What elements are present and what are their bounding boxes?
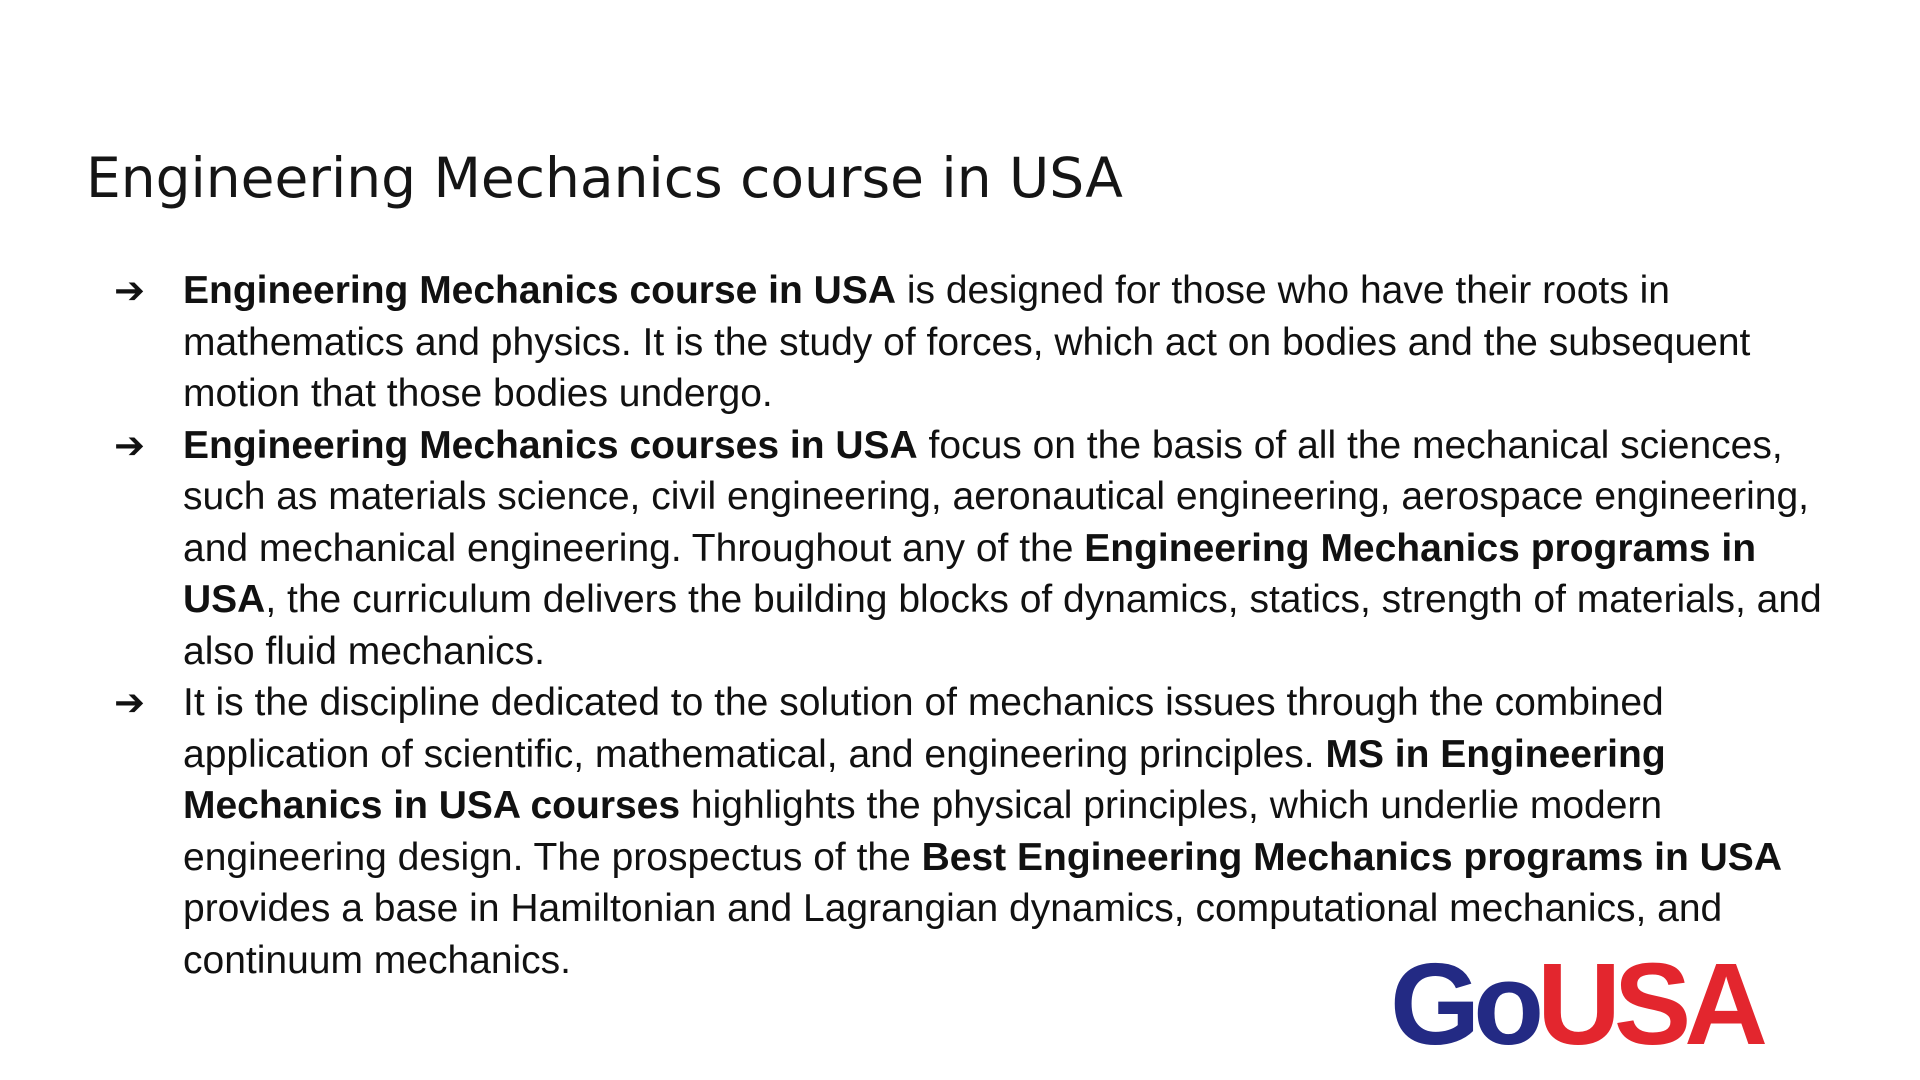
bullet-item	[0, 420, 1848, 678]
bullet-text	[183, 269, 1750, 415]
bold-phrase: Best Engineering Mechanics programs in USA	[921, 835, 1782, 879]
gousa-logo	[1390, 939, 1790, 1069]
arrow-right-icon: ➔	[114, 423, 146, 467]
bold-phrase: Engineering Mechanics courses in USA	[183, 423, 918, 467]
logo-usa-text: USA	[1537, 939, 1762, 1069]
text-segment: focus on the basis of all the mechanical sciences, such as materials science, civil engineering, aeronautical engineering, aerospace engineering, and mechanical engineering. Throughout any of the	[183, 423, 1809, 570]
bold-phrase: MS in Engineering Mechanics in USA courses	[183, 732, 1666, 827]
arrow-right-icon: ➔	[114, 269, 146, 312]
slide-title: Engineering Mechanics course in USA	[86, 146, 1123, 210]
bullet-item	[0, 265, 1848, 420]
text-segment: , the curriculum delivers the building blocks of dynamics, statics, strength of materials, and also fluid mechanics.	[183, 578, 1822, 673]
bold-phrase: Engineering Mechanics programs in USA	[183, 526, 1757, 621]
bullet-text	[183, 681, 1782, 982]
text-segment: highlights the physical principles, which underlie modern engineering design. The prospectus of the	[183, 784, 1663, 879]
bullet-list	[0, 265, 1920, 986]
text-segment: It is the discipline dedicated to the solution of mechanics issues through the combined application of scientific, mathematical, and engineering principles.	[183, 681, 1664, 776]
bullet-text	[183, 424, 1822, 673]
bold-phrase: Engineering Mechanics course in USA	[183, 269, 897, 312]
arrow-right-icon: ➔	[114, 681, 146, 724]
logo-go-text: Go	[1390, 939, 1538, 1069]
text-segment: provides a base in Hamiltonian and Lagrangian dynamics, computational mechanics, and continuum mechanics.	[183, 887, 1723, 982]
text-segment: is designed for those who have their roots in mathematics and physics. It is the study of forces, which act on bodies and the subsequent motion that those bodies undergo.	[183, 269, 1751, 415]
